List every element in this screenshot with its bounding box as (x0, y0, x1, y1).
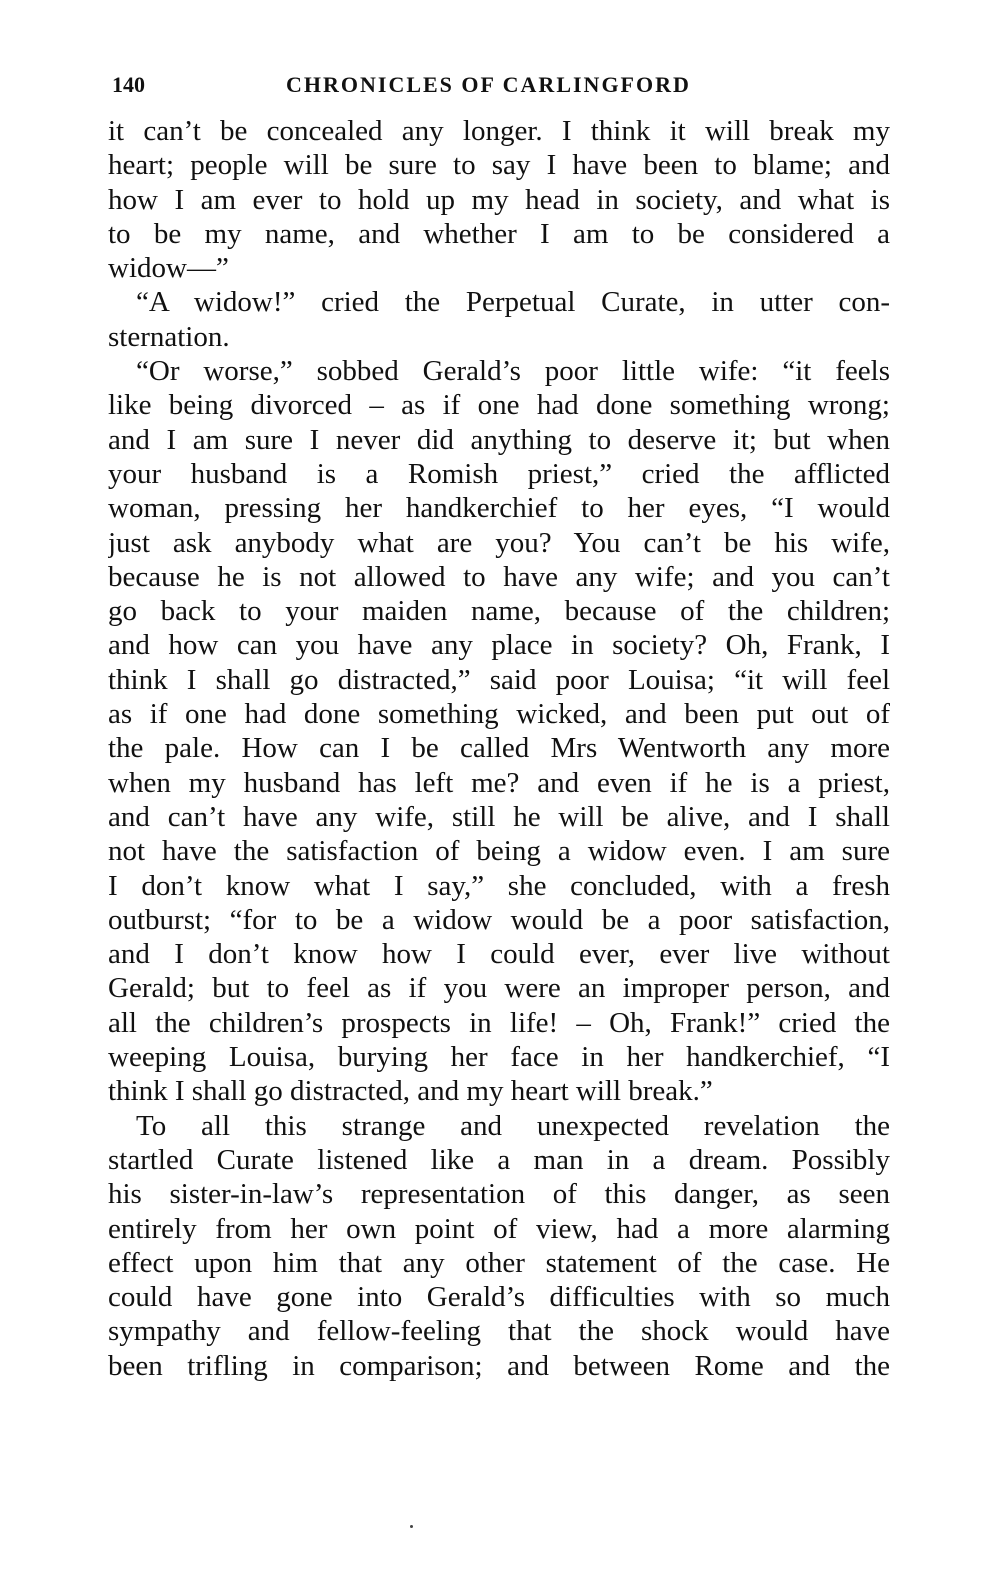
text-line: outburst; “for to be a widow would be a poor satisfaction, (108, 903, 890, 936)
text-line: like being divorced – as if one had done something wrong; (108, 389, 890, 422)
text-line: think I shall go distracted,” said poor Louisa; “it will feel (108, 663, 890, 696)
running-head (108, 72, 890, 108)
text-line: startled Curate listened like a man in a dream. Possibly (108, 1143, 890, 1176)
text-line: the pale. How can I be called Mrs Wentworth any more (108, 732, 890, 765)
text-line: Gerald; but to feel as if you were an improper person, and (108, 972, 890, 1005)
text-line: his sister-in-law’s representation of this danger, as seen (108, 1178, 890, 1211)
text-line: and can’t have any wife, still he will be alive, and I shall (108, 800, 890, 833)
text-line: “Or worse,” sobbed Gerald’s poor little wife: “it feels (136, 355, 890, 388)
text-line: as if one had done something wicked, and been put out of (108, 698, 890, 731)
text-line: when my husband has left me? and even if he is a priest, (108, 766, 890, 799)
text-line: think I shall go distracted, and my heart will break.” (108, 1075, 713, 1108)
text-line: heart; people will be sure to say I have been to blame; and (108, 149, 890, 182)
text-line: “A widow!” cried the Perpetual Curate, in utter con- (136, 286, 890, 319)
text-line: and how can you have any place in society? Oh, Frank, I (108, 629, 890, 662)
text-line: been trifling in comparison; and between Rome and the (108, 1349, 890, 1382)
text-line: To all this strange and unexpected revelation the (136, 1109, 890, 1142)
text-line: and I don’t know how I could ever, ever live without (108, 938, 890, 971)
text-line: all the children’s prospects in life! – Oh, Frank!” cried the (108, 1006, 890, 1039)
text-line: weeping Louisa, burying her face in her handkerchief, “I (108, 1041, 890, 1074)
text-line: just ask anybody what are you? You can’t be his wife, (108, 526, 890, 559)
text-line: and I am sure I never did anything to deserve it; but when (108, 423, 890, 456)
page-number: 140 (112, 72, 145, 97)
text-line: your husband is a Romish priest,” cried the afflicted (108, 457, 890, 490)
text-line: not have the satisfaction of being a widow even. I am sure (108, 835, 890, 868)
book-page (108, 72, 890, 1383)
text-line: could have gone into Gerald’s difficulties with so much (108, 1281, 890, 1314)
text-line: I don’t know what I say,” she concluded, with a fresh (108, 869, 890, 902)
text-line: woman, pressing her handkerchief to her eyes, “I would (108, 492, 890, 525)
text-line: widow—” (108, 252, 229, 285)
text-line: how I am ever to hold up my head in society, and what is (108, 183, 890, 216)
text-line: sympathy and fellow-feeling that the shock would have (108, 1315, 890, 1348)
print-speck (410, 1525, 413, 1528)
text-line: to be my name, and whether I am to be considered a (108, 217, 890, 250)
text-line: go back to your maiden name, because of the children; (108, 595, 890, 628)
text-line: it can’t be concealed any longer. I think it will break my (108, 115, 890, 147)
body-text (108, 114, 890, 1383)
text-line: effect upon him that any other statement of the case. He (108, 1246, 890, 1279)
text-line: sternation. (108, 320, 230, 353)
text-line: entirely from her own point of view, had a more alarming (108, 1212, 890, 1245)
running-title: CHRONICLES OF CARLINGFORD (286, 72, 691, 97)
text-line: because he is not allowed to have any wife; and you can’t (108, 560, 890, 593)
